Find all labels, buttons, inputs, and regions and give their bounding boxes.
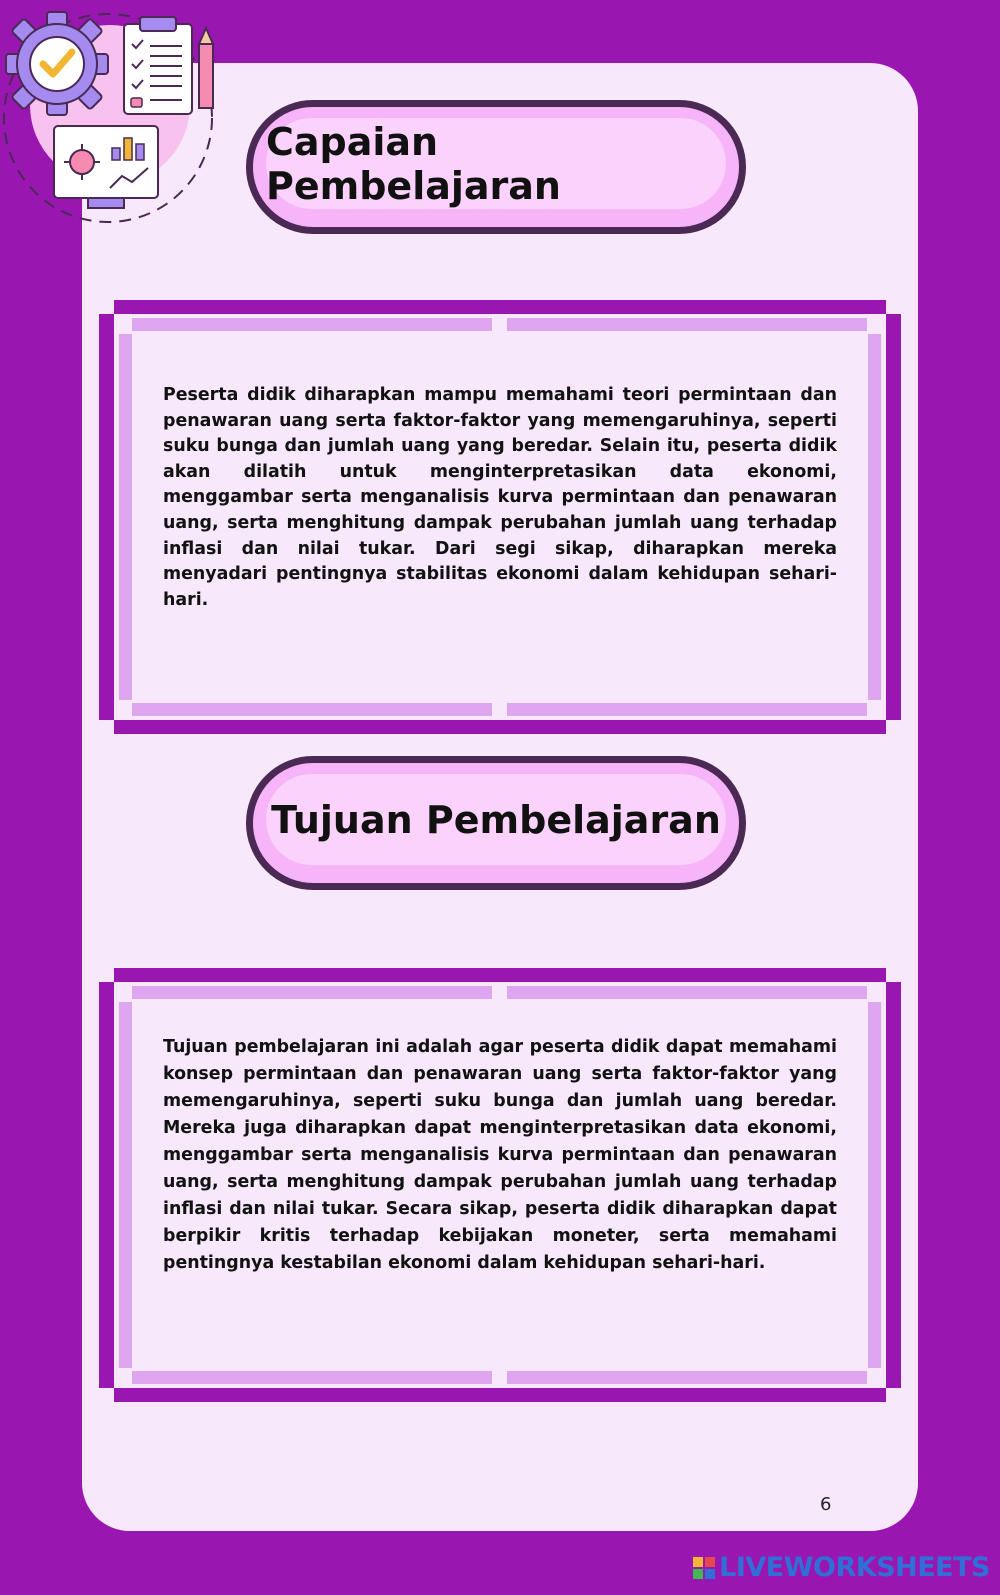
learning-graphic-icon bbox=[0, 0, 230, 230]
section-title: Capaian Pembelajaran bbox=[266, 119, 561, 208]
gear-check-icon bbox=[6, 12, 108, 115]
liveworksheets-logo-icon bbox=[693, 1557, 715, 1579]
clipboard-checklist-icon bbox=[124, 17, 192, 114]
watermark-text: LIVEWORKSHEETS bbox=[719, 1552, 990, 1583]
section-text: Peserta didik diharapkan mampu memahami teori permintaan dan penawaran uang serta faktor-faktor yang memengaruhinya, seperti suku bunga dan jumlah uang yang beredar. Selain itu, peserta didik akan dilatih untuk menginterpretasikan data ekonomi, menggambar serta menganalisis kurva permintaan dan penawaran uang, serta menghitung dampak perubahan jumlah uang terhadap inflasi dan nilai tukar. Dari segi sikap, diharapkan mereka menyadari pentingnya stabilitas ekonomi dalam kehidupan sehari-hari. bbox=[163, 385, 837, 610]
liveworksheets-watermark bbox=[693, 1552, 990, 1583]
section-title: Tujuan Pembelajaran bbox=[271, 797, 721, 842]
section-title-badge bbox=[246, 100, 746, 234]
section-text: Tujuan pembelajaran ini adalah agar peserta didik dapat memahami konsep permintaan dan penawaran uang serta faktor-faktor yang memengaruhinya, seperti suku bunga dan jumlah uang beredar. Mereka juga diharapkan dapat menginterpretasikan data ekonomi, menggambar serta menganalisis kurva permintaan dan penawaran uang, serta menghitung dampak perubahan jumlah uang terhadap inflasi dan nilai tukar. Secara sikap, peserta didik diharapkan dapat berpikir kritis terhadap kebijakan moneter, serta memahami pentingnya kestabilan ekonomi dalam kehidupan sehari-hari. bbox=[163, 1037, 837, 1273]
section-title-badge bbox=[246, 756, 746, 890]
pencil-icon bbox=[199, 28, 213, 108]
chart-monitor-icon bbox=[54, 126, 158, 208]
page-number: 6 bbox=[820, 1494, 832, 1515]
